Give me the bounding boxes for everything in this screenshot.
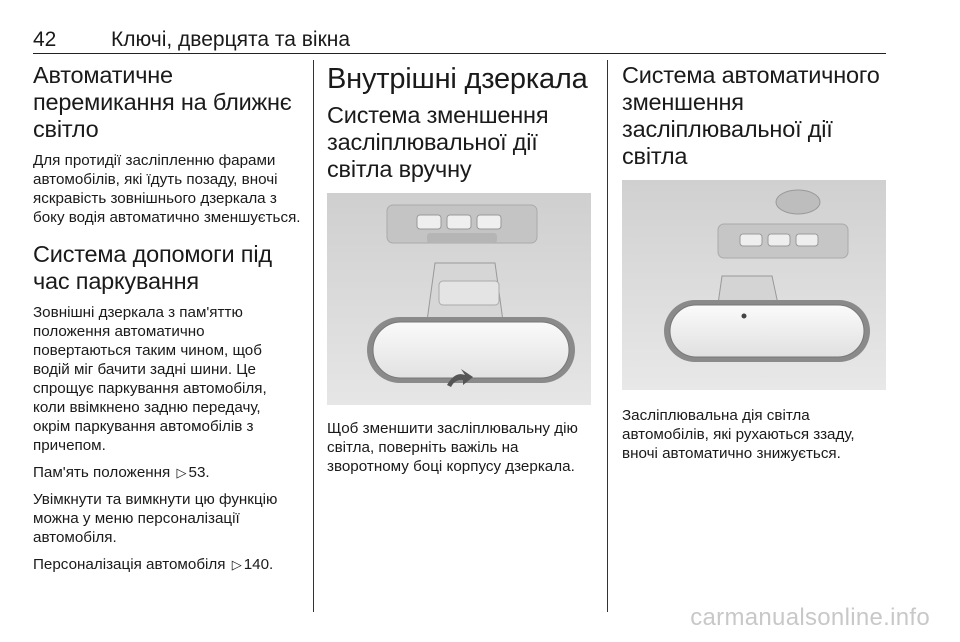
column-left: [33, 62, 301, 582]
paragraph-memory: [33, 463, 301, 482]
header-divider: [33, 53, 886, 54]
column-right: [622, 62, 890, 471]
heading-manual-antiglare: Система зменшення засліплювальної дії світла вручну: [327, 102, 549, 182]
arrow-ref-icon: ▷: [176, 465, 187, 480]
heading-parking-assist: Система допомоги під час паркування: [33, 241, 272, 294]
paragraph-personalization: [33, 555, 301, 574]
page-number: 42: [33, 28, 57, 51]
paragraph-auto-antiglare: Засліплювальна дія світла автомобілів, які рухаються ззаду, вночі автоматично знижується.: [622, 407, 855, 462]
figure-manual-mirror: [327, 193, 591, 405]
memory-text: Пам'ять положення: [33, 464, 171, 481]
page-header: [33, 28, 920, 54]
memory-reference[interactable]: [175, 464, 210, 481]
paragraph-toggle: Увімкнути та вимкнути цю функцію можна у меню персоналізації автомобіля.: [33, 491, 278, 546]
paragraph-auto-dip: Для протидії засліпленню фарами автомобілів, які їдуть позаду, вночі яскравість зовнішнього дзеркала з боку водія автоматично зменшується.: [33, 152, 301, 226]
arrow-ref-icon: ▷: [231, 557, 242, 572]
personalization-page-ref: 140.: [243, 556, 274, 573]
paragraph-parking-assist: Зовнішні дзеркала з пам'яттю положення автоматично повертаються таким чином, щоб водій міг бачити задні шини. Це спрощує паркування автомобіля, коли ввімкнено задню передачу, окрім паркування автомобілів з причепом.: [33, 304, 267, 454]
personalization-text: Персоналізація автомобіля: [33, 556, 226, 573]
heading-interior-mirrors: Внутрішні дзеркала: [327, 63, 588, 95]
column-middle: [327, 62, 595, 484]
personalization-reference[interactable]: [230, 556, 274, 573]
column-divider-2: [607, 60, 608, 612]
memory-page-ref: 53.: [188, 464, 210, 481]
heading-auto-dip: Автоматичне перемикання на ближнє світло: [33, 62, 292, 142]
auto-mirror-illustration: [622, 180, 886, 390]
figure-auto-mirror: [622, 180, 886, 390]
column-divider-1: [313, 60, 314, 612]
chapter-title: Ключі, дверцята та вікна: [111, 28, 351, 51]
heading-auto-antiglare: Система автоматичного зменшення засліплювальної дії світла: [622, 62, 880, 169]
manual-mirror-illustration: [327, 193, 591, 405]
paragraph-manual-antiglare: Щоб зменшити засліплювальну дію світла, поверніть важіль на зворотному боці корпусу дзеркала.: [327, 420, 578, 475]
watermark: carmanualsonline.info: [690, 604, 930, 631]
